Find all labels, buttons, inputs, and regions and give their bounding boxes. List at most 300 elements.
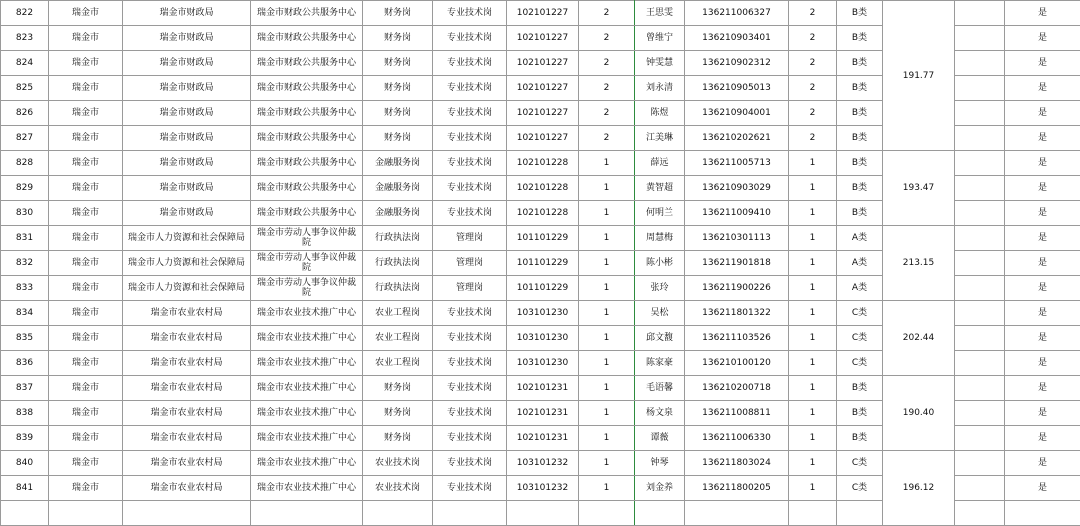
category-cell[interactable]: B类 <box>837 401 883 426</box>
seq-cell[interactable]: 833 <box>1 276 49 301</box>
seq-cell[interactable]: 825 <box>1 76 49 101</box>
ticket-cell[interactable]: 136211801322 <box>685 301 789 326</box>
unit-cell[interactable]: 瑞金市财政公共服务中心 <box>251 76 363 101</box>
seq-cell[interactable]: 839 <box>1 426 49 451</box>
seq-cell[interactable]: 826 <box>1 101 49 126</box>
post-code-cell[interactable]: 102101227 <box>507 26 579 51</box>
dept-cell[interactable]: 瑞金市人力资源和社会保障局 <box>123 276 251 301</box>
pass-cell[interactable]: 是 <box>1005 476 1080 501</box>
category-cell[interactable]: B类 <box>837 376 883 401</box>
dept-cell[interactable]: 瑞金市农业农村局 <box>123 301 251 326</box>
name-cell[interactable]: 邱文馥 <box>635 326 685 351</box>
name-cell[interactable]: 陈家豪 <box>635 351 685 376</box>
post-code-cell[interactable]: 101101229 <box>507 251 579 276</box>
post-type-cell[interactable]: 管理岗 <box>433 251 507 276</box>
name-cell[interactable]: 钟雯慧 <box>635 51 685 76</box>
quota-cell[interactable]: 1 <box>579 151 635 176</box>
category-cell[interactable]: C类 <box>837 451 883 476</box>
quota2-cell[interactable]: 2 <box>789 101 837 126</box>
post-cell[interactable]: 财务岗 <box>363 76 433 101</box>
post-type-cell[interactable]: 专业技术岗 <box>433 101 507 126</box>
category-cell[interactable]: A类 <box>837 276 883 301</box>
quota2-cell[interactable]: 1 <box>789 251 837 276</box>
empty-cell[interactable] <box>955 301 1005 326</box>
score-cell[interactable]: 190.40 <box>883 376 955 451</box>
post-type-cell[interactable] <box>433 501 507 526</box>
post-type-cell[interactable]: 专业技术岗 <box>433 376 507 401</box>
post-code-cell[interactable]: 102101228 <box>507 151 579 176</box>
category-cell[interactable]: B类 <box>837 126 883 151</box>
city-cell[interactable]: 瑞金市 <box>49 151 123 176</box>
quota-cell[interactable]: 1 <box>579 276 635 301</box>
score-cell[interactable]: 193.47 <box>883 151 955 226</box>
name-cell[interactable] <box>635 501 685 526</box>
dept-cell[interactable]: 瑞金市农业农村局 <box>123 376 251 401</box>
name-cell[interactable]: 谭薇 <box>635 426 685 451</box>
quota-cell[interactable]: 1 <box>579 176 635 201</box>
city-cell[interactable]: 瑞金市 <box>49 351 123 376</box>
ticket-cell[interactable]: 136210902312 <box>685 51 789 76</box>
dept-cell[interactable]: 瑞金市财政局 <box>123 126 251 151</box>
score-cell[interactable]: 213.15 <box>883 226 955 301</box>
post-cell[interactable]: 行政执法岗 <box>363 276 433 301</box>
empty-cell[interactable] <box>955 476 1005 501</box>
post-code-cell[interactable]: 102101228 <box>507 201 579 226</box>
ticket-cell[interactable]: 136210903029 <box>685 176 789 201</box>
empty-cell[interactable] <box>955 101 1005 126</box>
unit-cell[interactable]: 瑞金市财政公共服务中心 <box>251 26 363 51</box>
dept-cell[interactable]: 瑞金市农业农村局 <box>123 351 251 376</box>
seq-cell[interactable] <box>1 501 49 526</box>
ticket-cell[interactable]: 136210904001 <box>685 101 789 126</box>
city-cell[interactable]: 瑞金市 <box>49 476 123 501</box>
quota2-cell[interactable]: 1 <box>789 201 837 226</box>
empty-cell[interactable] <box>955 1 1005 26</box>
quota2-cell[interactable]: 1 <box>789 176 837 201</box>
empty-cell[interactable] <box>955 26 1005 51</box>
quota2-cell[interactable]: 1 <box>789 351 837 376</box>
ticket-cell[interactable]: 136211803024 <box>685 451 789 476</box>
post-code-cell[interactable]: 102101227 <box>507 51 579 76</box>
seq-cell[interactable]: 838 <box>1 401 49 426</box>
city-cell[interactable]: 瑞金市 <box>49 101 123 126</box>
ticket-cell[interactable]: 136211900226 <box>685 276 789 301</box>
seq-cell[interactable]: 832 <box>1 251 49 276</box>
seq-cell[interactable]: 836 <box>1 351 49 376</box>
quota2-cell[interactable]: 2 <box>789 26 837 51</box>
post-code-cell[interactable]: 103101230 <box>507 326 579 351</box>
empty-cell[interactable] <box>955 76 1005 101</box>
seq-cell[interactable]: 829 <box>1 176 49 201</box>
city-cell[interactable]: 瑞金市 <box>49 126 123 151</box>
dept-cell[interactable]: 瑞金市农业农村局 <box>123 326 251 351</box>
pass-cell[interactable]: 是 <box>1005 301 1080 326</box>
name-cell[interactable]: 江美琳 <box>635 126 685 151</box>
empty-cell[interactable] <box>955 251 1005 276</box>
empty-cell[interactable] <box>955 276 1005 301</box>
ticket-cell[interactable]: 136210200718 <box>685 376 789 401</box>
quota-cell[interactable]: 2 <box>579 76 635 101</box>
pass-cell[interactable]: 是 <box>1005 251 1080 276</box>
post-cell[interactable]: 财务岗 <box>363 101 433 126</box>
name-cell[interactable]: 张玲 <box>635 276 685 301</box>
unit-cell[interactable]: 瑞金市财政公共服务中心 <box>251 101 363 126</box>
unit-cell[interactable]: 瑞金市财政公共服务中心 <box>251 126 363 151</box>
quota2-cell[interactable]: 1 <box>789 301 837 326</box>
empty-cell[interactable] <box>955 376 1005 401</box>
post-code-cell[interactable]: 103101232 <box>507 476 579 501</box>
category-cell[interactable]: A类 <box>837 251 883 276</box>
ticket-cell[interactable]: 136211009410 <box>685 201 789 226</box>
unit-cell[interactable]: 瑞金市农业技术推广中心 <box>251 476 363 501</box>
empty-cell[interactable] <box>955 151 1005 176</box>
post-type-cell[interactable]: 管理岗 <box>433 226 507 251</box>
unit-cell[interactable]: 瑞金市财政公共服务中心 <box>251 176 363 201</box>
city-cell[interactable]: 瑞金市 <box>49 451 123 476</box>
ticket-cell[interactable]: 136211901818 <box>685 251 789 276</box>
city-cell[interactable]: 瑞金市 <box>49 26 123 51</box>
name-cell[interactable]: 刘永清 <box>635 76 685 101</box>
dept-cell[interactable]: 瑞金市农业农村局 <box>123 426 251 451</box>
dept-cell[interactable]: 瑞金市农业农村局 <box>123 476 251 501</box>
pass-cell[interactable]: 是 <box>1005 401 1080 426</box>
name-cell[interactable]: 周慧梅 <box>635 226 685 251</box>
seq-cell[interactable]: 835 <box>1 326 49 351</box>
quota-cell[interactable]: 2 <box>579 51 635 76</box>
pass-cell[interactable]: 是 <box>1005 451 1080 476</box>
category-cell[interactable]: B类 <box>837 1 883 26</box>
quota2-cell[interactable]: 2 <box>789 76 837 101</box>
quota-cell[interactable]: 1 <box>579 226 635 251</box>
name-cell[interactable]: 吴松 <box>635 301 685 326</box>
empty-cell[interactable] <box>955 126 1005 151</box>
pass-cell[interactable]: 是 <box>1005 151 1080 176</box>
quota-cell[interactable]: 1 <box>579 301 635 326</box>
ticket-cell[interactable]: 136211103526 <box>685 326 789 351</box>
pass-cell[interactable]: 是 <box>1005 176 1080 201</box>
post-cell[interactable]: 金融服务岗 <box>363 176 433 201</box>
quota-cell[interactable]: 2 <box>579 126 635 151</box>
pass-cell[interactable]: 是 <box>1005 126 1080 151</box>
quota-cell[interactable]: 1 <box>579 201 635 226</box>
post-type-cell[interactable]: 专业技术岗 <box>433 1 507 26</box>
unit-cell[interactable]: 瑞金市财政公共服务中心 <box>251 201 363 226</box>
post-cell[interactable]: 财务岗 <box>363 376 433 401</box>
quota-cell[interactable]: 2 <box>579 26 635 51</box>
category-cell[interactable]: C类 <box>837 476 883 501</box>
quota2-cell[interactable]: 1 <box>789 476 837 501</box>
name-cell[interactable]: 何明兰 <box>635 201 685 226</box>
dept-cell[interactable]: 瑞金市财政局 <box>123 76 251 101</box>
quota-cell[interactable]: 2 <box>579 1 635 26</box>
dept-cell[interactable]: 瑞金市农业农村局 <box>123 401 251 426</box>
post-code-cell[interactable]: 103101230 <box>507 301 579 326</box>
category-cell[interactable]: A类 <box>837 226 883 251</box>
category-cell[interactable]: C类 <box>837 351 883 376</box>
pass-cell[interactable]: 是 <box>1005 326 1080 351</box>
post-type-cell[interactable]: 专业技术岗 <box>433 26 507 51</box>
name-cell[interactable]: 刘金养 <box>635 476 685 501</box>
post-type-cell[interactable]: 专业技术岗 <box>433 401 507 426</box>
quota2-cell[interactable]: 1 <box>789 151 837 176</box>
city-cell[interactable]: 瑞金市 <box>49 51 123 76</box>
ticket-cell[interactable]: 136211008811 <box>685 401 789 426</box>
dept-cell[interactable]: 瑞金市农业农村局 <box>123 451 251 476</box>
post-code-cell[interactable]: 102101227 <box>507 76 579 101</box>
ticket-cell[interactable]: 136210301113 <box>685 226 789 251</box>
post-cell[interactable]: 行政执法岗 <box>363 226 433 251</box>
dept-cell[interactable]: 瑞金市人力资源和社会保障局 <box>123 251 251 276</box>
category-cell[interactable]: B类 <box>837 151 883 176</box>
post-cell[interactable]: 财务岗 <box>363 1 433 26</box>
quota-cell[interactable] <box>579 501 635 526</box>
seq-cell[interactable]: 828 <box>1 151 49 176</box>
unit-cell[interactable]: 瑞金市农业技术推广中心 <box>251 376 363 401</box>
dept-cell[interactable]: 瑞金市人力资源和社会保障局 <box>123 226 251 251</box>
post-code-cell[interactable]: 102101227 <box>507 101 579 126</box>
post-cell[interactable]: 财务岗 <box>363 426 433 451</box>
post-code-cell[interactable]: 102101227 <box>507 1 579 26</box>
dept-cell[interactable]: 瑞金市财政局 <box>123 201 251 226</box>
city-cell[interactable]: 瑞金市 <box>49 251 123 276</box>
category-cell[interactable]: C类 <box>837 326 883 351</box>
empty-cell[interactable] <box>955 451 1005 476</box>
post-code-cell[interactable]: 103101230 <box>507 351 579 376</box>
city-cell[interactable]: 瑞金市 <box>49 326 123 351</box>
pass-cell[interactable]: 是 <box>1005 351 1080 376</box>
seq-cell[interactable]: 841 <box>1 476 49 501</box>
dept-cell[interactable]: 瑞金市财政局 <box>123 101 251 126</box>
seq-cell[interactable]: 823 <box>1 26 49 51</box>
unit-cell[interactable]: 瑞金市劳动人事争议仲裁院 <box>251 276 363 301</box>
pass-cell[interactable] <box>1005 501 1080 526</box>
quota-cell[interactable]: 1 <box>579 351 635 376</box>
post-type-cell[interactable]: 专业技术岗 <box>433 301 507 326</box>
unit-cell[interactable]: 瑞金市农业技术推广中心 <box>251 401 363 426</box>
city-cell[interactable]: 瑞金市 <box>49 76 123 101</box>
city-cell[interactable]: 瑞金市 <box>49 426 123 451</box>
post-type-cell[interactable]: 专业技术岗 <box>433 176 507 201</box>
ticket-cell[interactable]: 136210100120 <box>685 351 789 376</box>
category-cell[interactable] <box>837 501 883 526</box>
city-cell[interactable] <box>49 501 123 526</box>
category-cell[interactable]: B类 <box>837 26 883 51</box>
empty-cell[interactable] <box>955 401 1005 426</box>
unit-cell[interactable]: 瑞金市劳动人事争议仲裁院 <box>251 251 363 276</box>
quota2-cell[interactable]: 1 <box>789 426 837 451</box>
dept-cell[interactable]: 瑞金市财政局 <box>123 151 251 176</box>
name-cell[interactable]: 钟琴 <box>635 451 685 476</box>
post-code-cell[interactable]: 102101231 <box>507 376 579 401</box>
empty-cell[interactable] <box>955 351 1005 376</box>
ticket-cell[interactable] <box>685 501 789 526</box>
quota-cell[interactable]: 2 <box>579 101 635 126</box>
post-type-cell[interactable]: 管理岗 <box>433 276 507 301</box>
ticket-cell[interactable]: 136210202621 <box>685 126 789 151</box>
unit-cell[interactable]: 瑞金市财政公共服务中心 <box>251 151 363 176</box>
empty-cell[interactable] <box>955 226 1005 251</box>
category-cell[interactable]: B类 <box>837 426 883 451</box>
category-cell[interactable]: B类 <box>837 176 883 201</box>
quota-cell[interactable]: 1 <box>579 476 635 501</box>
quota2-cell[interactable]: 1 <box>789 401 837 426</box>
dept-cell[interactable]: 瑞金市财政局 <box>123 51 251 76</box>
name-cell[interactable]: 曾维宁 <box>635 26 685 51</box>
pass-cell[interactable]: 是 <box>1005 376 1080 401</box>
dept-cell[interactable]: 瑞金市财政局 <box>123 176 251 201</box>
post-type-cell[interactable]: 专业技术岗 <box>433 126 507 151</box>
post-type-cell[interactable]: 专业技术岗 <box>433 76 507 101</box>
quota2-cell[interactable]: 2 <box>789 126 837 151</box>
unit-cell[interactable]: 瑞金市农业技术推广中心 <box>251 426 363 451</box>
seq-cell[interactable]: 822 <box>1 1 49 26</box>
name-cell[interactable]: 薛远 <box>635 151 685 176</box>
seq-cell[interactable]: 830 <box>1 201 49 226</box>
pass-cell[interactable]: 是 <box>1005 276 1080 301</box>
unit-cell[interactable] <box>251 501 363 526</box>
post-code-cell[interactable] <box>507 501 579 526</box>
post-cell[interactable]: 行政执法岗 <box>363 251 433 276</box>
unit-cell[interactable]: 瑞金市农业技术推广中心 <box>251 301 363 326</box>
category-cell[interactable]: B类 <box>837 76 883 101</box>
quota-cell[interactable]: 1 <box>579 251 635 276</box>
city-cell[interactable]: 瑞金市 <box>49 276 123 301</box>
post-type-cell[interactable]: 专业技术岗 <box>433 151 507 176</box>
quota-cell[interactable]: 1 <box>579 376 635 401</box>
ticket-cell[interactable]: 136211006330 <box>685 426 789 451</box>
city-cell[interactable]: 瑞金市 <box>49 376 123 401</box>
unit-cell[interactable]: 瑞金市农业技术推广中心 <box>251 451 363 476</box>
post-cell[interactable]: 财务岗 <box>363 51 433 76</box>
unit-cell[interactable]: 瑞金市农业技术推广中心 <box>251 326 363 351</box>
quota2-cell[interactable]: 2 <box>789 1 837 26</box>
pass-cell[interactable]: 是 <box>1005 426 1080 451</box>
empty-cell[interactable] <box>955 176 1005 201</box>
city-cell[interactable]: 瑞金市 <box>49 201 123 226</box>
name-cell[interactable]: 杨文泉 <box>635 401 685 426</box>
score-cell[interactable]: 191.77 <box>883 1 955 151</box>
category-cell[interactable]: B类 <box>837 51 883 76</box>
post-cell[interactable]: 农业技术岗 <box>363 451 433 476</box>
post-cell[interactable] <box>363 501 433 526</box>
post-cell[interactable]: 金融服务岗 <box>363 151 433 176</box>
name-cell[interactable]: 毛语馨 <box>635 376 685 401</box>
city-cell[interactable]: 瑞金市 <box>49 176 123 201</box>
quota2-cell[interactable]: 1 <box>789 276 837 301</box>
pass-cell[interactable]: 是 <box>1005 226 1080 251</box>
name-cell[interactable]: 王思雯 <box>635 1 685 26</box>
ticket-cell[interactable]: 136211005713 <box>685 151 789 176</box>
pass-cell[interactable]: 是 <box>1005 101 1080 126</box>
quota2-cell[interactable] <box>789 501 837 526</box>
post-cell[interactable]: 农业工程岗 <box>363 351 433 376</box>
post-type-cell[interactable]: 专业技术岗 <box>433 351 507 376</box>
category-cell[interactable]: C类 <box>837 301 883 326</box>
name-cell[interactable]: 陈小彬 <box>635 251 685 276</box>
seq-cell[interactable]: 837 <box>1 376 49 401</box>
post-type-cell[interactable]: 专业技术岗 <box>433 476 507 501</box>
ticket-cell[interactable]: 136210905013 <box>685 76 789 101</box>
score-cell[interactable]: 196.12 <box>883 451 955 526</box>
post-type-cell[interactable]: 专业技术岗 <box>433 451 507 476</box>
category-cell[interactable]: B类 <box>837 101 883 126</box>
quota2-cell[interactable]: 2 <box>789 51 837 76</box>
post-cell[interactable]: 农业工程岗 <box>363 326 433 351</box>
seq-cell[interactable]: 834 <box>1 301 49 326</box>
quota-cell[interactable]: 1 <box>579 401 635 426</box>
unit-cell[interactable]: 瑞金市劳动人事争议仲裁院 <box>251 226 363 251</box>
quota-cell[interactable]: 1 <box>579 426 635 451</box>
post-code-cell[interactable]: 102101231 <box>507 401 579 426</box>
post-cell[interactable]: 财务岗 <box>363 401 433 426</box>
quota2-cell[interactable]: 1 <box>789 376 837 401</box>
dept-cell[interactable] <box>123 501 251 526</box>
city-cell[interactable]: 瑞金市 <box>49 226 123 251</box>
unit-cell[interactable]: 瑞金市财政公共服务中心 <box>251 51 363 76</box>
name-cell[interactable]: 黄智超 <box>635 176 685 201</box>
ticket-cell[interactable]: 136210903401 <box>685 26 789 51</box>
seq-cell[interactable]: 840 <box>1 451 49 476</box>
post-type-cell[interactable]: 专业技术岗 <box>433 326 507 351</box>
post-type-cell[interactable]: 专业技术岗 <box>433 201 507 226</box>
quota-cell[interactable]: 1 <box>579 326 635 351</box>
post-cell[interactable]: 农业技术岗 <box>363 476 433 501</box>
pass-cell[interactable]: 是 <box>1005 51 1080 76</box>
empty-cell[interactable] <box>955 51 1005 76</box>
post-cell[interactable]: 金融服务岗 <box>363 201 433 226</box>
post-code-cell[interactable]: 102101227 <box>507 126 579 151</box>
empty-cell[interactable] <box>955 201 1005 226</box>
quota-cell[interactable]: 1 <box>579 451 635 476</box>
post-cell[interactable]: 农业工程岗 <box>363 301 433 326</box>
ticket-cell[interactable]: 136211006327 <box>685 1 789 26</box>
empty-cell[interactable] <box>955 426 1005 451</box>
pass-cell[interactable]: 是 <box>1005 1 1080 26</box>
city-cell[interactable]: 瑞金市 <box>49 401 123 426</box>
post-cell[interactable]: 财务岗 <box>363 126 433 151</box>
dept-cell[interactable]: 瑞金市财政局 <box>123 26 251 51</box>
score-cell[interactable]: 202.44 <box>883 301 955 376</box>
post-code-cell[interactable]: 101101229 <box>507 276 579 301</box>
quota2-cell[interactable]: 1 <box>789 451 837 476</box>
quota2-cell[interactable]: 1 <box>789 326 837 351</box>
city-cell[interactable]: 瑞金市 <box>49 301 123 326</box>
dept-cell[interactable]: 瑞金市财政局 <box>123 1 251 26</box>
quota2-cell[interactable]: 1 <box>789 226 837 251</box>
category-cell[interactable]: B类 <box>837 201 883 226</box>
pass-cell[interactable]: 是 <box>1005 76 1080 101</box>
pass-cell[interactable]: 是 <box>1005 201 1080 226</box>
pass-cell[interactable]: 是 <box>1005 26 1080 51</box>
unit-cell[interactable]: 瑞金市农业技术推广中心 <box>251 351 363 376</box>
post-code-cell[interactable]: 102101228 <box>507 176 579 201</box>
post-cell[interactable]: 财务岗 <box>363 26 433 51</box>
post-code-cell[interactable]: 102101231 <box>507 426 579 451</box>
unit-cell[interactable]: 瑞金市财政公共服务中心 <box>251 1 363 26</box>
post-type-cell[interactable]: 专业技术岗 <box>433 51 507 76</box>
seq-cell[interactable]: 831 <box>1 226 49 251</box>
empty-cell[interactable] <box>955 326 1005 351</box>
seq-cell[interactable]: 824 <box>1 51 49 76</box>
empty-cell[interactable] <box>955 501 1005 526</box>
name-cell[interactable]: 陈煜 <box>635 101 685 126</box>
seq-cell[interactable]: 827 <box>1 126 49 151</box>
post-type-cell[interactable]: 专业技术岗 <box>433 426 507 451</box>
ticket-cell[interactable]: 136211800205 <box>685 476 789 501</box>
city-cell[interactable]: 瑞金市 <box>49 1 123 26</box>
post-code-cell[interactable]: 101101229 <box>507 226 579 251</box>
post-code-cell[interactable]: 103101232 <box>507 451 579 476</box>
